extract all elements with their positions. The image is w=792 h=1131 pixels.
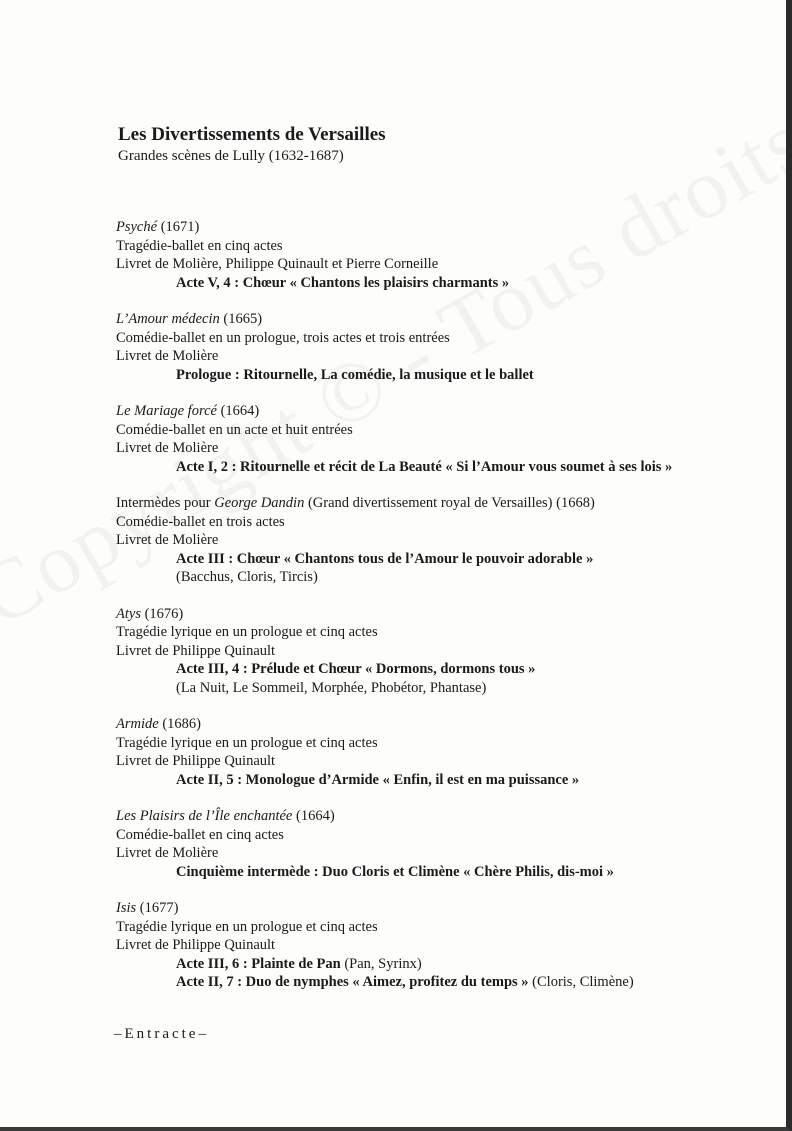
work-librettist: Livret de Molière: [116, 440, 219, 456]
work-librettist: Livret de Philippe Quinault: [116, 753, 276, 769]
work-librettist: Livret de Molière: [116, 845, 219, 861]
work-title-line: [116, 605, 756, 624]
work-title-line: [116, 218, 756, 237]
work-scene: [116, 366, 756, 385]
scene-title: Acte III, 4 : Prélude et Chœur « Dormons, dormons tous »: [176, 661, 536, 677]
work-title: Les Plaisirs de l’Île enchantée: [116, 808, 293, 824]
work-scene: [116, 973, 756, 992]
work-title: Isis: [116, 900, 137, 916]
page-subtitle: Grandes scènes de Lully (1632-1687): [118, 148, 344, 164]
page-title: Les Divertissements de Versailles: [118, 124, 386, 145]
scene-title: Acte I, 2 : Ritournelle et récit de La Beauté « Si l’Amour vous soumet à ses lois »: [176, 458, 673, 475]
work-year: (1664): [216, 403, 260, 419]
work-year: (1686): [158, 716, 201, 732]
work-librettist: Livret de Philippe Quinault: [116, 642, 276, 659]
work-scene: [116, 660, 756, 679]
intermission-label: –Entracte–: [114, 1026, 209, 1042]
work-librettist: Livret de Molière: [116, 348, 219, 364]
work-title-line: [116, 715, 756, 734]
scene-title: Prologue : Ritournelle, La comédie, la musique et le ballet: [176, 366, 534, 383]
scene-title: Acte III, 6 : Plainte de Pan: [176, 955, 341, 972]
scene-title: Acte V, 4 : Chœur « Chantons les plaisirs charmants »: [176, 274, 510, 291]
work-scene: [116, 550, 756, 569]
scene-roles: (Pan, Syrinx): [340, 955, 422, 972]
work-entry: [116, 218, 756, 292]
work-title-line: [116, 494, 756, 513]
work-genre: Tragédie-ballet en cinq actes: [116, 237, 283, 254]
scene-roles: (Cloris, Climène): [528, 974, 634, 990]
work-year: (1665): [219, 311, 263, 327]
work-librettist: Livret de Molière, Philippe Quinault et Pierre Corneille: [116, 256, 439, 272]
scene-title: Acte III : Chœur « Chantons tous de l’Amour le pouvoir adorable »: [176, 550, 594, 567]
work-year: (1676): [140, 605, 184, 622]
work-genre: Comédie-ballet en cinq actes: [116, 826, 284, 843]
work-entry: [116, 310, 756, 384]
work-year: (1677): [136, 900, 179, 916]
work-entry: [116, 807, 756, 881]
work-librettist: Livret de Molière: [116, 532, 219, 548]
scene-title: Acte II, 7 : Duo de nymphes « Aimez, profitez du temps »: [176, 974, 529, 990]
work-entry: [116, 605, 756, 698]
work-title: George Dandin: [214, 495, 305, 511]
work-year: (1671): [157, 219, 200, 235]
program-header: [118, 124, 386, 166]
work-entry: [116, 494, 756, 587]
scene-title: Acte II, 5 : Monologue d’Armide « Enfin, il est en ma puissance »: [176, 771, 580, 788]
work-scene: [116, 955, 756, 974]
work-entry: [116, 899, 756, 992]
work-title-line: [116, 807, 756, 826]
work-title: L’Amour médecin: [116, 311, 220, 327]
work-genre: Tragédie lyrique en un prologue et cinq actes: [116, 624, 378, 640]
work-year: (Grand divertissement royal de Versailles) (1668): [304, 495, 595, 511]
work-entry: [116, 402, 756, 476]
work-genre: Comédie-ballet en un prologue, trois actes et trois entrées: [116, 329, 450, 346]
work-scene: [116, 274, 756, 293]
work-genre: Tragédie lyrique en un prologue et cinq actes: [116, 918, 378, 935]
work-librettist: Livret de Philippe Quinault: [116, 937, 276, 953]
work-title: Le Mariage forcé: [116, 403, 217, 419]
work-title: Armide: [116, 716, 159, 732]
work-genre: Comédie-ballet en un acte et huit entrées: [116, 421, 353, 438]
works-list: [116, 218, 756, 1010]
work-title: Atys: [116, 605, 141, 622]
work-scene: [116, 863, 756, 882]
work-scene: [116, 458, 756, 477]
work-title-line: [116, 310, 756, 329]
work-genre: Tragédie lyrique en un prologue et cinq actes: [116, 734, 378, 751]
scene-title: Cinquième intermède : Duo Cloris et Climène « Chère Philis, dis-moi »: [176, 863, 614, 880]
work-title-prefix: Intermèdes pour: [116, 495, 215, 511]
work-genre: Comédie-ballet en trois actes: [116, 513, 285, 530]
work-cast: (La Nuit, Le Sommeil, Morphée, Phobétor, Phantase): [176, 679, 487, 696]
work-title-line: [116, 899, 756, 918]
work-scene: [116, 771, 756, 790]
work-cast: (Bacchus, Cloris, Tircis): [176, 569, 318, 585]
work-title: Psyché: [116, 219, 158, 235]
work-entry: [116, 715, 756, 789]
work-year: (1664): [292, 808, 335, 824]
work-title-line: [116, 402, 756, 421]
